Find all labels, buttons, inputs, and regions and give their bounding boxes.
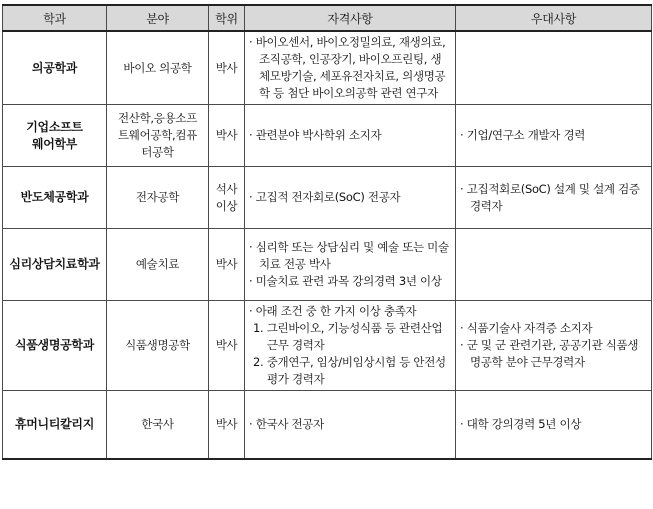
degree-cell xyxy=(209,31,245,105)
dept-name: 휴머니티칼리지 xyxy=(14,416,95,431)
dept-name: 기업소프트 xyxy=(26,119,83,134)
header-preference: 우대사항 xyxy=(456,5,652,31)
qualification-cell xyxy=(245,301,456,391)
table-row xyxy=(3,167,652,229)
qualification-item: · 심리학 또는 상담심리 및 예술 또는 미술치료 전공 박사 xyxy=(249,239,451,273)
degree-cell xyxy=(209,105,245,167)
degree-value: 박사 xyxy=(215,128,238,142)
qualification-list xyxy=(249,416,451,433)
degree-value: 박사 xyxy=(215,416,238,431)
degree-cell xyxy=(209,301,245,391)
header-field: 분야 xyxy=(107,5,209,31)
preference-item: · 고집적회로(SoC) 설계 및 설계 검증 경력자 xyxy=(460,181,647,215)
header-dept: 학과 xyxy=(3,5,107,31)
preference-cell xyxy=(456,301,652,391)
field-cell xyxy=(107,167,209,229)
field-name: 바이오 의공학 xyxy=(123,60,192,75)
field-cell xyxy=(107,229,209,301)
header-qualification: 자격사항 xyxy=(245,5,456,31)
qualification-cell xyxy=(245,391,456,459)
table-row xyxy=(3,301,652,391)
header-degree: 학위 xyxy=(209,5,245,31)
qualification-list xyxy=(249,239,451,290)
qualification-cell xyxy=(245,31,456,105)
degree-value: 박사 xyxy=(215,338,238,352)
degree-value: 이상 xyxy=(215,198,238,213)
dept-cell xyxy=(3,167,107,229)
qualification-sub-item: 1. 그린바이오, 기능성식품 등 관련산업 근무 경력자 xyxy=(253,321,443,352)
preference-item: · 기업/연구소 개발자 경력 xyxy=(460,127,647,144)
preference-list xyxy=(460,127,647,144)
qualification-list xyxy=(249,303,451,320)
degree-value: 박사 xyxy=(215,60,238,75)
qualification-item: · 고집적 전자회로(SoC) 전공자 xyxy=(249,189,451,206)
qualification-sub-list xyxy=(249,320,451,388)
field-name: 전자공학 xyxy=(135,190,180,204)
dept-cell xyxy=(3,301,107,391)
field-cell xyxy=(107,105,209,167)
field-name: 예술치료 xyxy=(135,257,180,271)
field-name: 한국사 xyxy=(141,416,174,431)
qualification-item: · 미술치료 관련 과목 강의경력 3년 이상 xyxy=(249,273,451,290)
dept-name: 웨어학부 xyxy=(31,136,78,151)
field-cell xyxy=(107,301,209,391)
preference-cell xyxy=(456,105,652,167)
qualification-item: · 관련분야 박사학위 소지자 xyxy=(249,127,451,144)
preference-cell xyxy=(456,229,652,301)
dept-cell xyxy=(3,105,107,167)
dept-cell xyxy=(3,229,107,301)
preference-list xyxy=(460,181,647,215)
preference-cell xyxy=(456,391,652,459)
table-row xyxy=(3,391,652,459)
dept-cell xyxy=(3,31,107,105)
preference-item: · 대학 강의경력 5년 이상 xyxy=(460,416,647,433)
table-row xyxy=(3,105,652,167)
table-row xyxy=(3,31,652,105)
field-name: 터공학 xyxy=(141,145,174,159)
header-row xyxy=(3,5,652,31)
qualification-item: · 바이오센서, 바이오정밀의료, 재생의료, 조직공학, 인공장기, 바이오프린팅, 생체모방기술, 세포유전자치료, 의생명공학 등 첨단 바이오의공학 관련 연구자 xyxy=(249,34,451,102)
dept-name: 심리상담치료학과 xyxy=(9,257,100,271)
dept-name: 반도체공학과 xyxy=(20,190,89,204)
faculty-requirements-table xyxy=(2,4,652,460)
preference-cell xyxy=(456,31,652,105)
qualification-cell xyxy=(245,167,456,229)
qualification-sub-item: 2. 중개연구, 임상/비임상시험 등 안전성 평가 경력자 xyxy=(253,355,446,386)
dept-cell xyxy=(3,391,107,459)
preference-item: · 군 및 군 관련기관, 공공기관 식품생명공학 분야 근무경력자 xyxy=(460,337,647,371)
qualification-list xyxy=(249,189,451,206)
preference-list xyxy=(460,416,647,433)
preference-cell xyxy=(456,167,652,229)
qualification-list xyxy=(249,127,451,144)
degree-value: 석사 xyxy=(215,181,238,196)
degree-cell xyxy=(209,229,245,301)
preference-item: · 식품기술사 자격증 소지자 xyxy=(460,320,647,337)
qualification-cell xyxy=(245,229,456,301)
preference-list xyxy=(460,320,647,371)
field-cell xyxy=(107,391,209,459)
field-cell xyxy=(107,31,209,105)
qualification-item: · 아래 조건 중 한 가지 이상 충족자 xyxy=(249,303,451,320)
dept-name: 의공학과 xyxy=(31,60,78,75)
degree-cell xyxy=(209,391,245,459)
dept-name: 식품생명공학과 xyxy=(14,338,95,352)
qualification-list xyxy=(249,34,451,102)
field-name: 식품생명공학 xyxy=(125,338,190,352)
qualification-item: · 한국사 전공자 xyxy=(249,416,451,433)
degree-cell xyxy=(209,167,245,229)
field-name: 트웨어공학,컴퓨 xyxy=(117,128,198,142)
field-name: 전산학,응용소프 xyxy=(117,111,198,125)
qualification-cell xyxy=(245,105,456,167)
degree-value: 박사 xyxy=(215,257,238,271)
table-row xyxy=(3,229,652,301)
